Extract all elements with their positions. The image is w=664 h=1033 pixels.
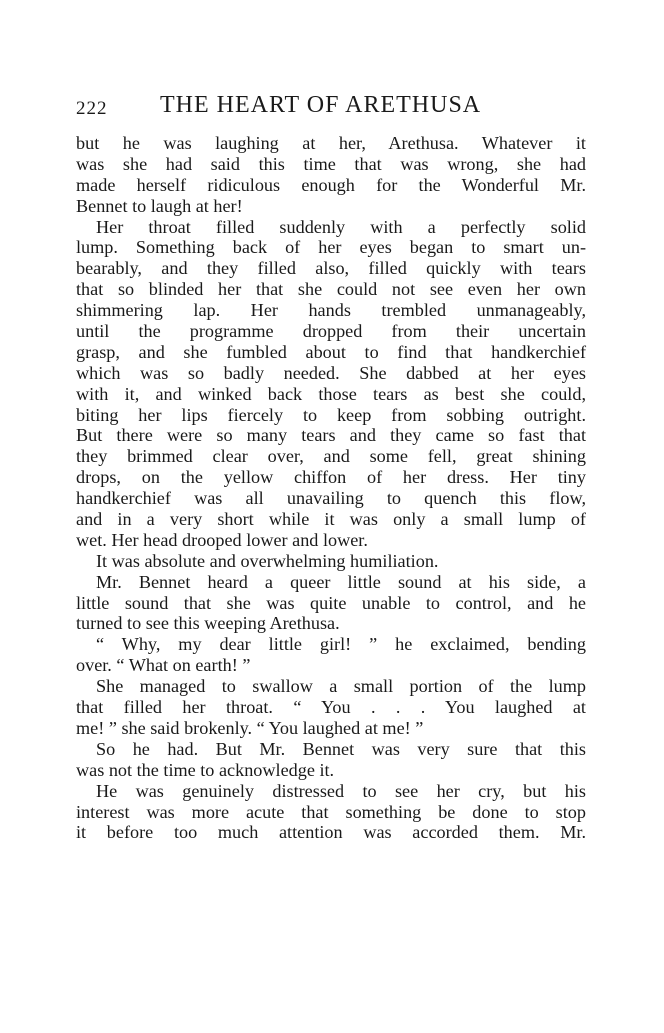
text-line: Bennet to laugh at her! [76, 195, 243, 216]
text-line: It was absolute and overwhelming humiliation. [96, 550, 439, 571]
text-line: was not the time to acknowledge it. [76, 759, 335, 780]
text-line: interest was more acute that something be done to stop [76, 801, 586, 822]
text-line: He was genuinely distressed to see her cry, but his [96, 780, 586, 801]
text-line: “ Why, my dear little girl! ” he exclaimed, bending [96, 634, 586, 655]
text-line: that filled her throat. “ You . . . You laughed at [76, 697, 586, 718]
text-line: grasp, and she fumbled about to find that handkerchief [76, 341, 586, 362]
text-line: that so blinded her that she could not see even her own [76, 279, 586, 300]
text-line: made herself ridiculous enough for the Wonderful Mr. [76, 174, 586, 195]
text-line: it before too much attention was accorded them. Mr. [76, 822, 586, 843]
text-line: biting her lips fiercely to keep from sobbing outright. [76, 404, 586, 425]
page-header [76, 92, 586, 122]
text-line: but he was laughing at her, Arethusa. Whatever it [76, 133, 586, 153]
text-line: was she had said this time that was wrong, she had [76, 153, 586, 174]
text-line: they brimmed clear over, and some fell, great shining [76, 446, 586, 467]
text-line: handkerchief was all unavailing to quench this flow, [76, 488, 586, 509]
text-line: But there were so many tears and they came so fast that [76, 425, 586, 446]
text-line: which was so badly needed. She dabbed at her eyes [76, 362, 586, 383]
text-line: me! ” she said brokenly. “ You laughed at me! ” [76, 717, 424, 738]
text-line: She managed to swallow a small portion of the lump [96, 676, 586, 697]
page-number: 222 [76, 98, 108, 119]
text-line: until the programme dropped from their uncertain [76, 321, 586, 342]
text-line: So he had. But Mr. Bennet was very sure that this [96, 738, 586, 759]
text-line: with it, and winked back those tears as best she could, [76, 383, 586, 404]
body-text [76, 133, 586, 843]
text-line: drops, on the yellow chiffon of her dress. Her tiny [76, 467, 586, 488]
text-line: wet. Her head drooped lower and lower. [76, 529, 368, 550]
text-line: Her throat filled suddenly with a perfectly solid [96, 216, 586, 237]
text-line: little sound that she was quite unable to control, and he [76, 592, 586, 613]
text-line: and in a very short while it was only a small lump of [76, 509, 586, 530]
running-title: THE HEART OF ARETHUSA [160, 92, 482, 118]
text-line: shimmering lap. Her hands trembled unmanageably, [76, 300, 586, 321]
text-line: Mr. Bennet heard a queer little sound at his side, a [96, 571, 586, 592]
text-line: bearably, and they filled also, filled quickly with tears [76, 258, 586, 279]
text-line: lump. Something back of her eyes began to smart un- [76, 237, 586, 258]
text-line: turned to see this weeping Arethusa. [76, 613, 340, 634]
text-line: over. “ What on earth! ” [76, 655, 251, 676]
